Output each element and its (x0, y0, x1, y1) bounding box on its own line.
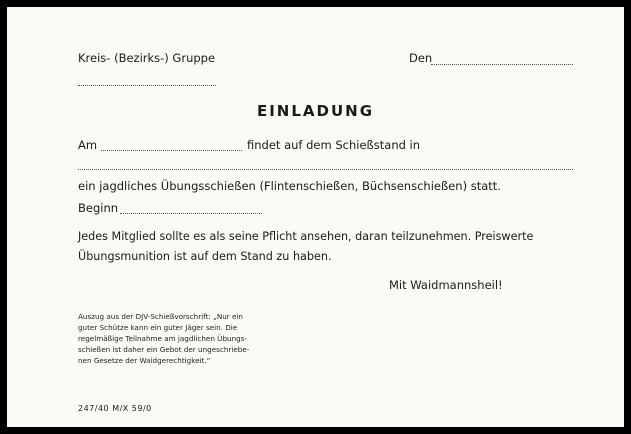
location-dotted-line (78, 169, 573, 170)
am-dotted-line (101, 150, 242, 151)
location-text: findet auf dem Schießstand in (247, 138, 421, 152)
beginn-dotted-line (120, 213, 262, 214)
page-title: EINLADUNG (256, 102, 375, 120)
paragraph-line-2: Übungsmunition ist auf dem Stand zu haben. (78, 250, 332, 263)
beginn-label: Beginn (78, 201, 119, 215)
footnote-line: guter Schütze kann ein guter Jäger sein. Die (78, 323, 238, 332)
date-dotted-line (431, 64, 573, 65)
paragraph-line-1: Jedes Mitglied sollte es als seine Pflicht ansehen, daran teilzunehmen. Preiswerte (78, 230, 534, 243)
group-dotted-line (78, 85, 216, 86)
footnote-line: Auszug aus der DJV-Schießvorschrift: „Nur ein (78, 312, 243, 321)
print-code: 247/40 M/X 59/0 (78, 404, 152, 413)
invitation-card (7, 7, 624, 427)
footnote-line: regelmäßige Teilnahme am jagdlichen Übungs- (78, 334, 248, 343)
date-label: Den (409, 51, 433, 65)
footnote-line: schießen ist daher ein Gebot der ungeschriebe- (78, 345, 250, 354)
group-label: Kreis- (Bezirks-) Gruppe (78, 51, 216, 65)
am-label: Am (78, 138, 98, 152)
event-text: ein jagdliches Übungsschießen (Flintenschießen, Büchsenschießen) statt. (78, 179, 501, 193)
closing-greeting: Mit Waidmannsheil! (389, 278, 503, 292)
footnote-line: nen Gesetze der Waidgerechtigkeit.“ (78, 356, 211, 365)
